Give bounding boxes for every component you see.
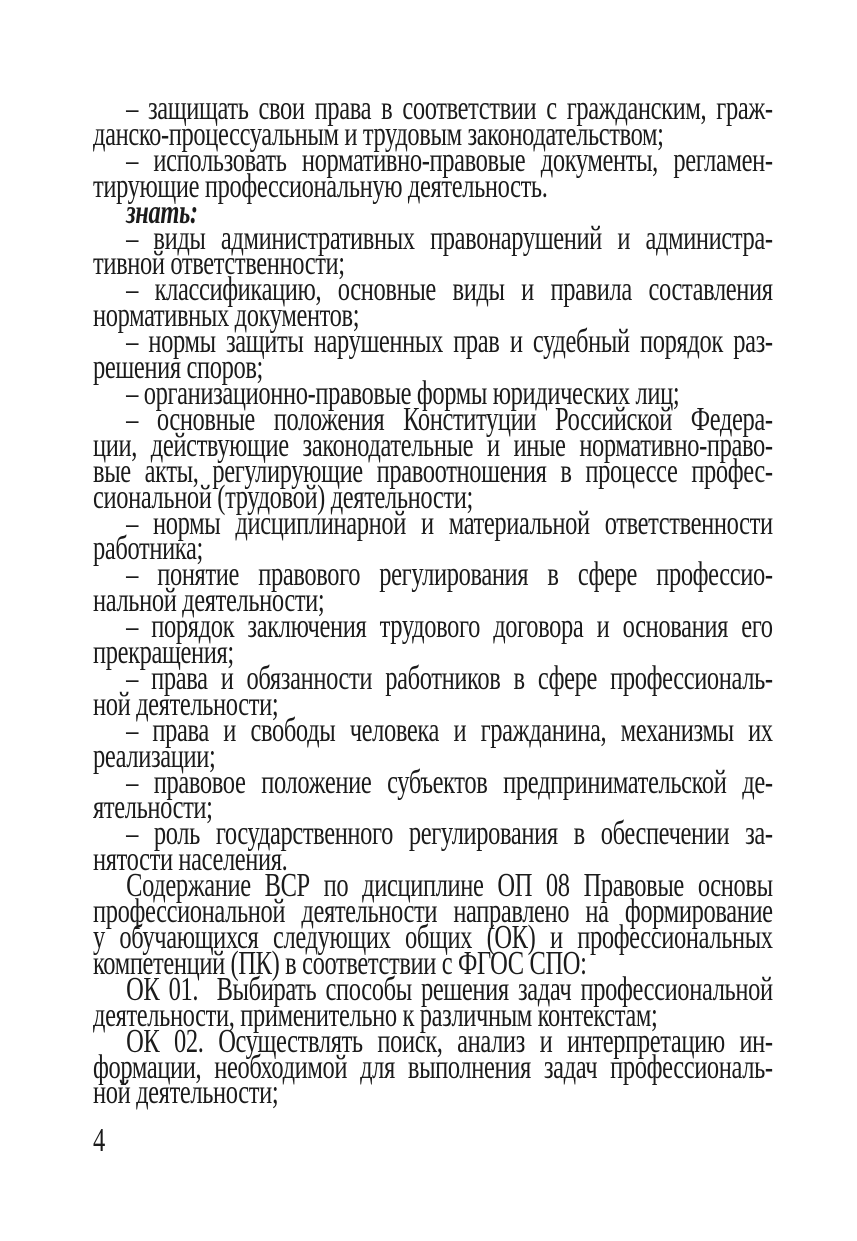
text-line: формации, необходимой для выполнения задач профессиональ- (93, 1048, 773, 1086)
text-line: – организационно-правовые формы юридических лиц; (126, 374, 680, 412)
text-line: тивной ответственности; (93, 245, 345, 283)
text-line: – защищать свои права в соответствии с гражданским, граж- (126, 90, 773, 127)
text-line: реализации; (93, 737, 216, 775)
text-line: вые акты, регулирующие правоотношения в процессе профес- (93, 452, 773, 490)
text-line: нормативных документов; (93, 297, 360, 335)
text-line: – права и обязанности работников в сфере профессиональ- (126, 659, 773, 697)
text-line: профессиональной деятельности направлено на формирование (93, 893, 773, 931)
section-heading: знать: (126, 193, 198, 231)
text-line: – основные положения Конституции Российской Федера- (126, 400, 773, 438)
text-line: Содержание ВСР по дисциплине ОП 08 Правовые основы (126, 867, 773, 905)
text-line: нальной деятельности; (93, 582, 325, 620)
text-line: – понятие правового регулирования в сфере профессио- (126, 556, 773, 594)
text-line: – права и свободы человека и гражданина, механизмы их (126, 711, 773, 749)
text-line: – использовать нормативно-правовые документы, регламен- (126, 141, 773, 179)
text-line: у обучающихся следующих общих (ОК) и профессиональных (93, 919, 773, 956)
text-line: – виды административных правонарушений и администра- (126, 219, 773, 257)
text-line: сиональной (трудовой) деятельности; (93, 478, 473, 516)
text-line: ОК 02. Осуществлять поиск, анализ и интерпретацию ин- (126, 1022, 773, 1060)
text-line: – классификацию, основные виды и правила составления (126, 271, 773, 309)
text-line: ной деятельности; (93, 685, 279, 723)
text-line: прекращения; (93, 634, 234, 672)
text-line: ной деятельности; (93, 1074, 279, 1112)
text-line: данско-процессуальным и трудовым законодательством; (93, 115, 664, 153)
text-line: нятости населения. (93, 841, 288, 879)
text-line: компетенций (ПК) в соответствии с ФГОС СПО: (93, 944, 587, 982)
page-text (93, 90, 773, 1112)
page-number: 4 (93, 1122, 106, 1159)
text-line: ятельности; (93, 789, 213, 827)
text-line: – правовое положение субъектов предпринимательской де- (126, 763, 773, 801)
text-line: ции, действующие законодательные и иные нормативно-право- (93, 426, 773, 464)
text-line: тирующие профессиональную деятельность. (93, 167, 548, 205)
text-line: – нормы защиты нарушенных прав и судебный порядок раз- (126, 323, 773, 361)
text-line: – нормы дисциплинарной и материальной ответственности (126, 504, 773, 542)
text-line: деятельности, применительно к различным контекстам; (93, 996, 658, 1034)
text-line: решения споров; (93, 349, 263, 387)
text-line: – порядок заключения трудового договора и основания его (126, 608, 773, 646)
text-line: ОК 01. Выбирать способы решения задач профессиональной (126, 970, 773, 1008)
text-line: – роль государственного регулирования в обеспечении за- (126, 815, 773, 853)
text-line: работника; (93, 530, 203, 568)
